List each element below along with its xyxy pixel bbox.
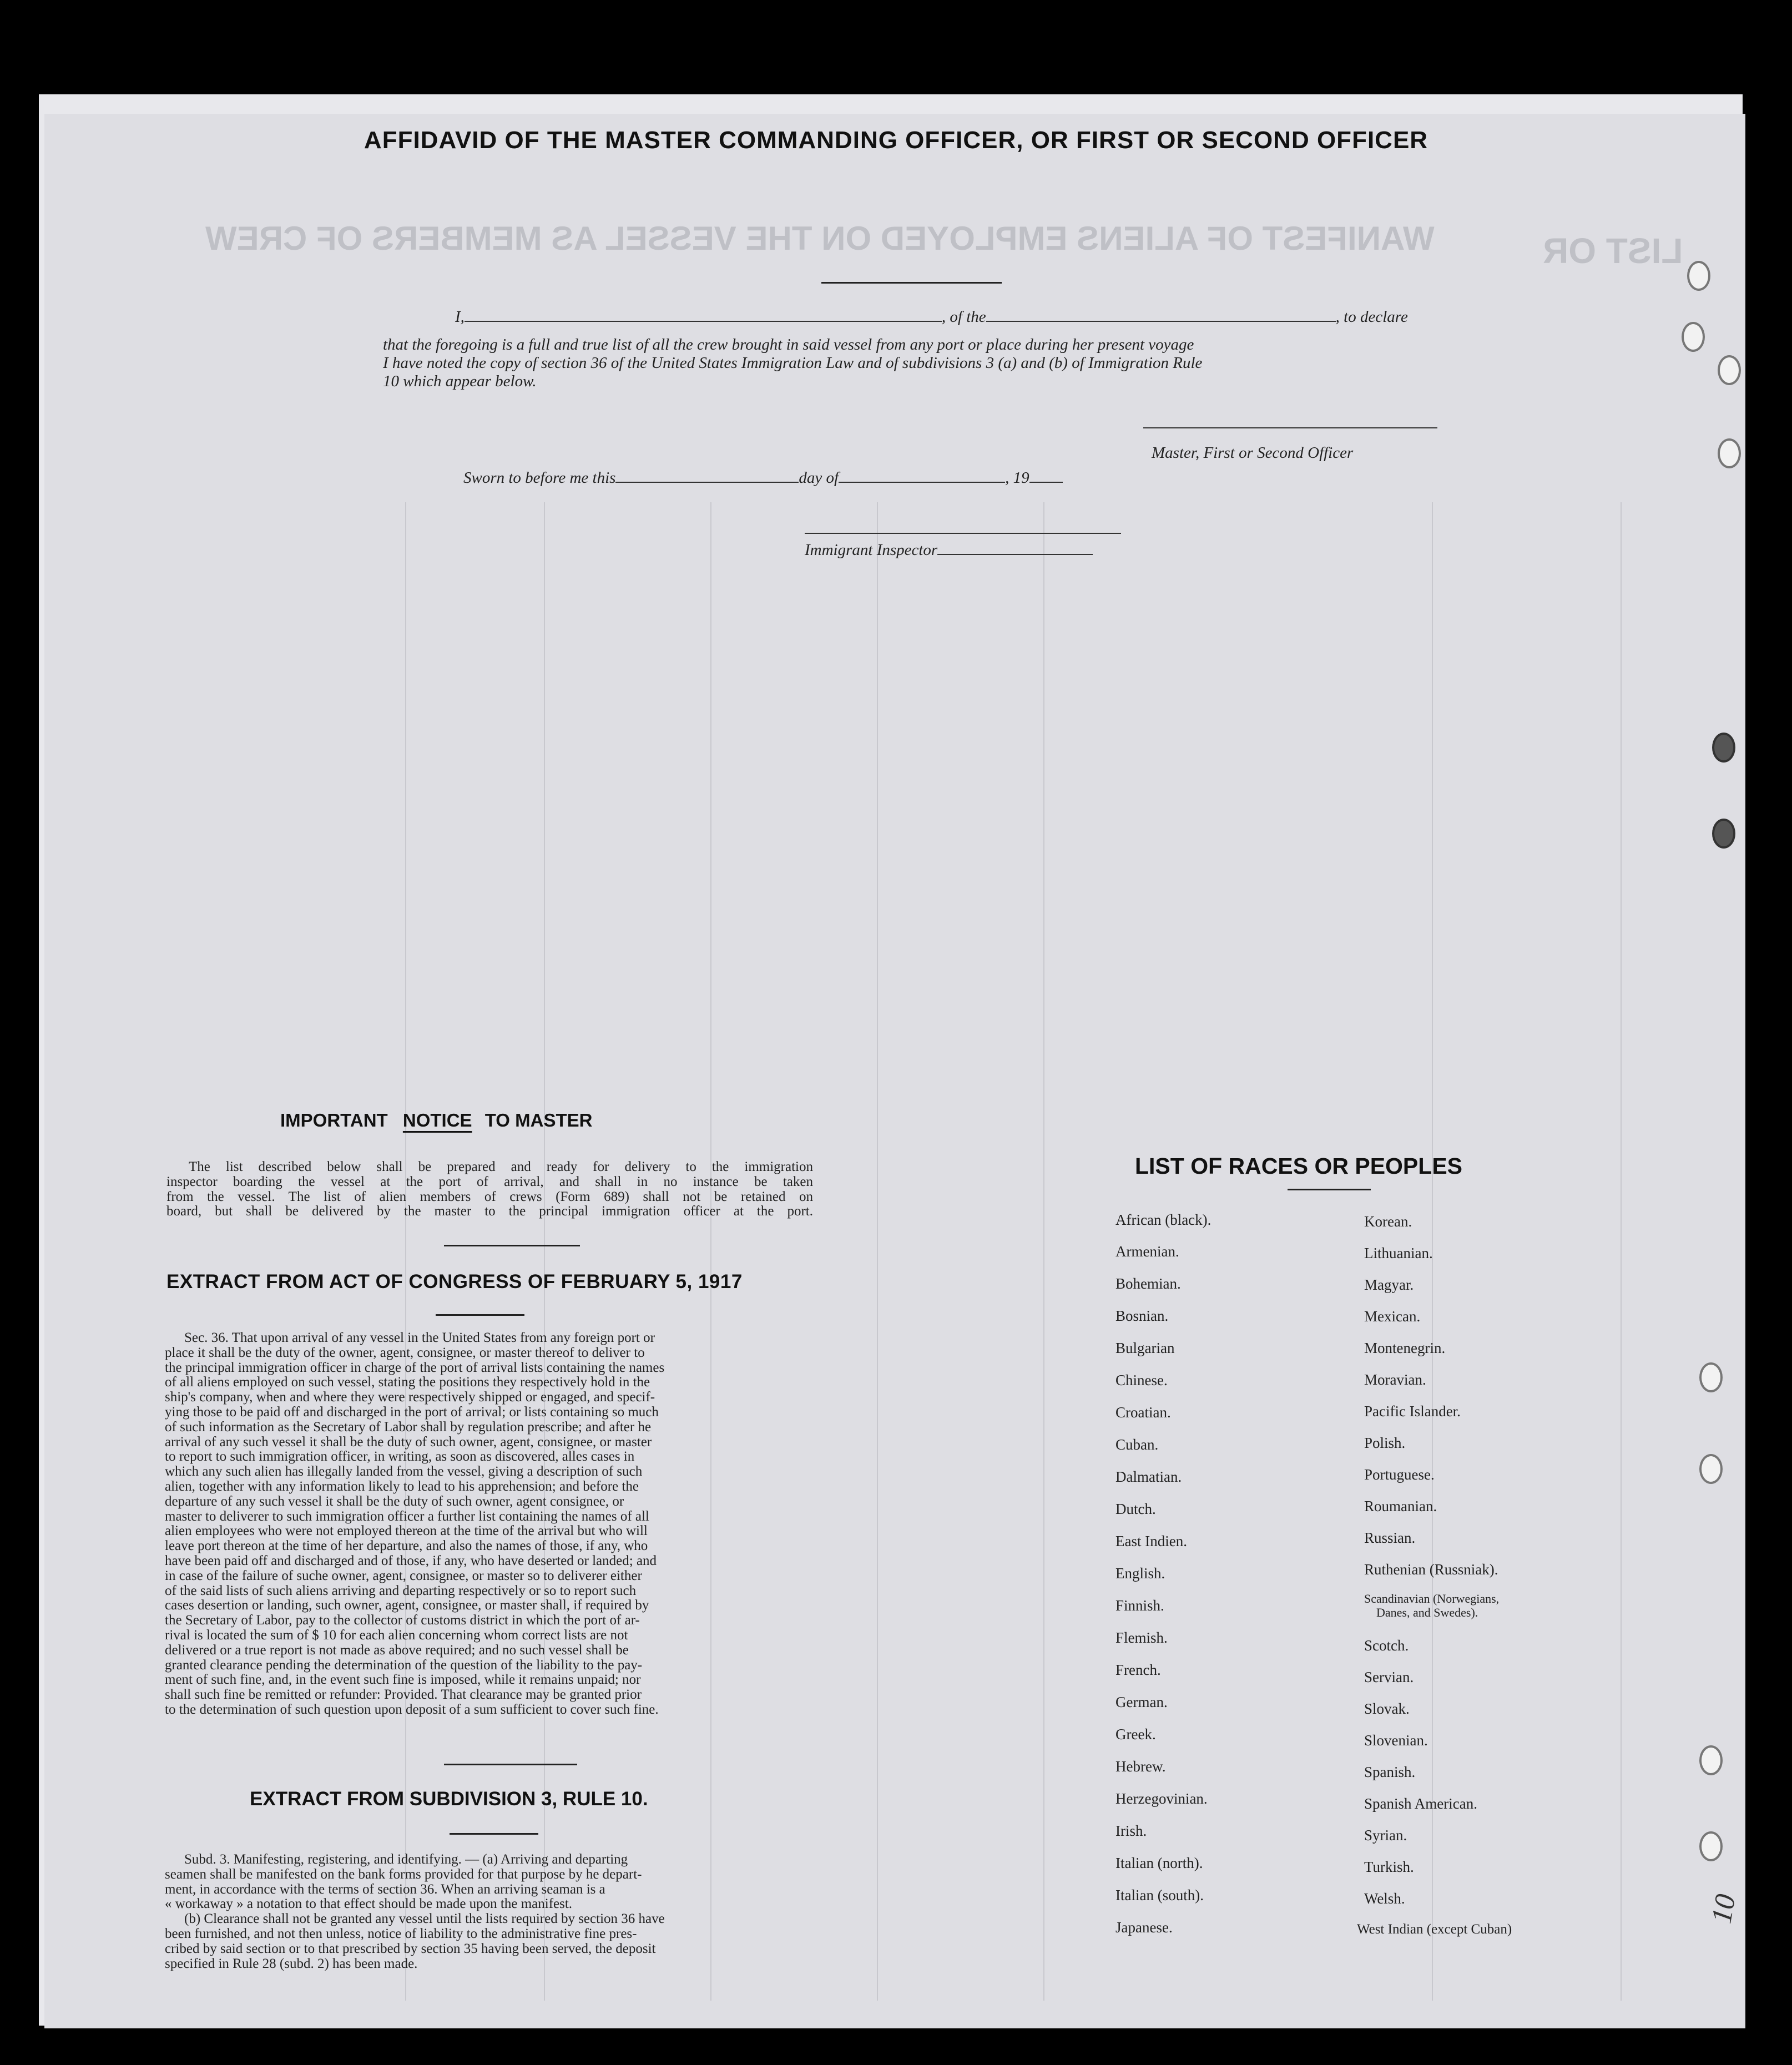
act-line: delivered or a true report is not made as above required; and no such vessel shall be	[165, 1642, 629, 1658]
inspector-signature-blank[interactable]	[937, 554, 1093, 555]
races-divider	[1288, 1189, 1371, 1190]
act-line: Sec. 36. That upon arrival of any vessel in the United States from any foreign port or	[184, 1330, 655, 1345]
races-heading: LIST OF RACES OR PEOPLES	[1135, 1153, 1463, 1179]
affidavit-title: AFFIDAVID OF THE MASTER COMMANDING OFFICER, OR FIRST OR SECOND OFFICER	[364, 127, 1428, 154]
punch-hole	[1699, 1362, 1723, 1392]
act-line: alien, together with any information likely to lead to his apprehension; and before the	[165, 1478, 639, 1494]
punch-hole	[1699, 1454, 1723, 1484]
bleed-grid-line	[544, 502, 545, 2001]
race-item: Italian (south).	[1115, 1887, 1204, 1904]
act-line: ship's company, when and where they were respectively shipped or engaged, and specif-	[165, 1390, 655, 1405]
act-line: have been paid off and discharged and of those, if any, who have deserted or landed; and	[165, 1553, 657, 1568]
race-item: Bohemian.	[1115, 1275, 1181, 1292]
act-line: arrival of any such vessel it shall be the duty of such owner, agent, consignee, or master	[165, 1434, 652, 1450]
affidavit-line: that the foregoing is a full and true list of all the crew brought in said vessel from any port or place during her present voyage	[383, 336, 1194, 354]
rule-text	[165, 1852, 811, 1971]
act-line: ment of such fine, and, in the event such fine is imposed, while it remains unpaid; nor	[165, 1672, 641, 1688]
punch-hole	[1682, 322, 1705, 352]
rule-divider	[450, 1833, 538, 1835]
affidavit-of-label: , of the	[941, 308, 986, 326]
race-item: Polish.	[1364, 1435, 1406, 1451]
race-item: Italian (north).	[1115, 1855, 1203, 1871]
rule-heading: EXTRACT FROM SUBDIVISION 3, RULE 10.	[250, 1788, 648, 1810]
bleed-grid-line	[877, 502, 878, 2001]
inspector-line	[805, 541, 1093, 559]
race-item: Russian.	[1364, 1529, 1416, 1546]
race-item: Portuguese.	[1364, 1466, 1435, 1483]
race-item: German.	[1115, 1694, 1168, 1710]
race-item: Pacific Islander.	[1364, 1403, 1461, 1420]
act-end-divider	[444, 1764, 577, 1765]
punch-hole	[1712, 733, 1735, 763]
sworn-year-blank[interactable]	[1029, 482, 1063, 483]
race-item: Moravian.	[1364, 1371, 1426, 1388]
sworn-month-blank[interactable]	[839, 482, 1005, 483]
race-item: Mexican.	[1364, 1308, 1421, 1325]
act-line: granted clearance pending the determination of the question of the liability to the pay-	[165, 1657, 643, 1673]
notice-line: The list described below shall be prepared and ready for delivery to the immigration	[189, 1159, 813, 1174]
race-item: Croatian.	[1115, 1404, 1171, 1421]
act-line: place it shall be the duty of the owner, agent, consignee, or master thereof to deliver to	[165, 1345, 645, 1360]
race-item: Ruthenian (Russniak).	[1364, 1561, 1498, 1578]
notice-heading-c: TO MASTER	[484, 1110, 593, 1130]
punch-hole	[1718, 438, 1741, 468]
master-signature-label: Master, First or Second Officer	[1152, 444, 1354, 462]
bleed-grid-line	[710, 502, 711, 2001]
rule-line: Subd. 3. Manifesting, registering, and identifying. — (a) Arriving and departing	[184, 1852, 628, 1867]
punch-hole	[1687, 261, 1710, 291]
act-line: ying those to be paid off and discharged in the port of arrival; or lists containing so much	[165, 1404, 659, 1420]
race-item: Finnish.	[1115, 1597, 1164, 1614]
punch-hole	[1699, 1745, 1723, 1775]
rule-line: seamen shall be manifested on the bank forms provided for that purpose by he depart-	[165, 1866, 642, 1882]
master-signature-blank[interactable]	[1143, 427, 1437, 428]
race-item: Spanish.	[1364, 1764, 1416, 1780]
notice-heading-a: IMPORTANT	[280, 1110, 388, 1130]
race-item: Scandinavian (Norwegians,	[1364, 1592, 1500, 1605]
race-item: Montenegrin.	[1364, 1340, 1446, 1356]
inspector-label: Immigrant Inspector	[805, 541, 938, 559]
affidavit-i-label: I,	[455, 308, 465, 326]
rule-line: specified in Rule 28 (subd. 2) has been made.	[165, 1956, 418, 1971]
affidavit-text	[383, 336, 1440, 391]
bleed-grid-line	[1043, 502, 1044, 2001]
act-line: of such information as the Secretary of Labor shall by regulation prescribe; and after he	[165, 1419, 652, 1435]
vessel-name-blank[interactable]	[986, 321, 1336, 322]
act-line: departure of any such vessel it shall be the duty of such owner, agent consignee, or	[165, 1493, 624, 1509]
notice-line: inspector boarding the vessel at the port of arrival, and shall in no instance be taken	[166, 1174, 813, 1189]
race-item: Lithuanian.	[1364, 1245, 1433, 1261]
bleed-grid-line	[1621, 502, 1622, 2001]
race-item: Magyar.	[1364, 1276, 1414, 1293]
act-line: the principal immigration officer in charge of the port of arrival lists containing the names	[165, 1360, 665, 1375]
race-item: Greek.	[1115, 1726, 1156, 1743]
race-item: Cuban.	[1115, 1436, 1159, 1453]
act-heading: EXTRACT FROM ACT OF CONGRESS OF FEBRUARY 5, 1917	[166, 1271, 743, 1292]
bleed-grid-line	[405, 502, 406, 2001]
race-item: Scotch.	[1364, 1637, 1409, 1654]
inspector-line-top	[805, 533, 1121, 534]
race-item: Korean.	[1364, 1213, 1412, 1230]
punch-hole	[1718, 355, 1741, 385]
race-item: Welsh.	[1364, 1890, 1405, 1907]
act-line: to report to such immigration officer, in writing, as soon as discovered, alles cases in	[165, 1449, 635, 1465]
affidavit-declare-label: , to declare	[1335, 308, 1408, 326]
rule-line: ment, in accordance with the terms of section 36. When an arriving seaman is a	[165, 1881, 605, 1897]
act-line: master to deliverer to such immigration officer a further list containing the names of all	[165, 1508, 649, 1524]
officer-name-blank[interactable]	[465, 321, 942, 322]
sworn-label: Sworn to before me this	[463, 469, 616, 487]
race-item: Roumanian.	[1364, 1498, 1437, 1514]
race-item: Slovenian.	[1364, 1732, 1428, 1749]
rule-line: (b) Clearance shall not be granted any vessel until the lists required by section 36 have	[184, 1911, 665, 1927]
notice-heading	[280, 1110, 592, 1131]
race-item: Japanese.	[1115, 1919, 1173, 1936]
race-item: Irish.	[1115, 1822, 1147, 1839]
race-item: West Indian (except Cuban)	[1357, 1922, 1512, 1937]
year-label: , 19	[1005, 469, 1029, 487]
notice-heading-b: NOTICE	[402, 1110, 472, 1130]
punch-hole	[1699, 1831, 1723, 1861]
sworn-day-blank[interactable]	[615, 482, 799, 483]
paper-sheet	[44, 114, 1745, 2028]
bleed-through-header: WANIFEST OF ALIENS EMPLOYED ON THE VESSEL AS MEMBERS OF CREW	[205, 220, 1435, 257]
race-item: Armenian.	[1115, 1243, 1179, 1260]
notice-line: board, but shall be delivered by the master to the principal immigration officer at the port.	[166, 1204, 813, 1219]
race-item: Dalmatian.	[1115, 1468, 1182, 1485]
race-item: Chinese.	[1115, 1372, 1168, 1389]
affidavit-divider	[821, 282, 1002, 284]
race-item: East Indien.	[1115, 1533, 1187, 1549]
act-line: the Secretary of Labor, pay to the collector of customs district in which the port of ar-	[165, 1613, 640, 1628]
affidavit-declaration-line	[383, 308, 1408, 326]
sworn-line	[463, 469, 1063, 487]
rule-line: « workaway » a notation to that effect should be made upon the manifest.	[165, 1896, 573, 1912]
race-item: Turkish.	[1364, 1859, 1414, 1875]
bleed-through-list: LIST OR	[1543, 231, 1683, 271]
notice-text	[166, 1160, 813, 1219]
race-item: Syrian.	[1364, 1827, 1407, 1844]
race-item: Spanish American.	[1364, 1795, 1477, 1812]
act-line: alien employees who were not employed thereon at the time of the arrival but who will	[165, 1523, 648, 1539]
race-item: Herzegovinian.	[1115, 1790, 1208, 1807]
affidavit-line: I have noted the copy of section 36 of the United States Immigration Law and of subdivisions 3 (a) and (b) of Immigration Rule	[383, 354, 1203, 372]
act-line: rival is located the sum of $ 10 for each alien concerning whom correct lists are not	[165, 1627, 628, 1643]
act-line: shall such fine be remitted or refunder: Provided. That clearance may be granted prior	[165, 1687, 642, 1703]
act-line: cases desertion or landing, such owner, agent, consignee, or master shall, if required by	[165, 1598, 649, 1613]
race-item: Servian.	[1364, 1669, 1414, 1685]
race-item: Flemish.	[1115, 1629, 1168, 1646]
rule-line: cribed by said section or to that prescribed by section 35 having been served, the deposit	[165, 1941, 656, 1956]
punch-hole	[1712, 819, 1735, 849]
race-item: Bulgarian	[1115, 1340, 1175, 1356]
act-line: in case of the failure of suche owner, agent, consignee, or master so to deliverer either	[165, 1568, 642, 1583]
notice-divider	[444, 1245, 580, 1246]
race-item: Bosnian.	[1115, 1307, 1169, 1324]
act-line: which any such alien has illegally landed from the vessel, giving a description of such	[165, 1464, 643, 1480]
act-divider	[436, 1314, 524, 1316]
race-item: Danes, and Swedes).	[1376, 1605, 1478, 1619]
race-item: English.	[1115, 1565, 1165, 1582]
day-of-label: day of	[799, 469, 839, 487]
act-line: to the determination of such question upon deposit of a sum sufficient to cover such fine.	[165, 1702, 659, 1717]
margin-page-number: 10	[1705, 1891, 1742, 1926]
race-item: Hebrew.	[1115, 1758, 1166, 1775]
affidavit-line: 10 which appear below.	[383, 372, 537, 390]
race-item: French.	[1115, 1662, 1161, 1678]
notice-line: from the vessel. The list of alien members of crews (Form 689) shall not be retained on	[166, 1189, 813, 1204]
act-line: of all aliens employed on such vessel, stating the positions they respectively hold in the	[165, 1375, 650, 1390]
act-line: leave port thereon at the time of her departure, and also the names of those, if any, who	[165, 1538, 648, 1554]
rule-line: been furnished, and not then unless, notice of liability to the administrative fine pres-	[165, 1926, 637, 1941]
race-item: Slovak.	[1364, 1700, 1410, 1717]
race-item: Dutch.	[1115, 1501, 1156, 1517]
race-item: African (black).	[1115, 1211, 1212, 1228]
act-text	[165, 1331, 811, 1718]
act-line: of the said lists of such aliens arriving and departing respectively or so to report such	[165, 1583, 637, 1598]
